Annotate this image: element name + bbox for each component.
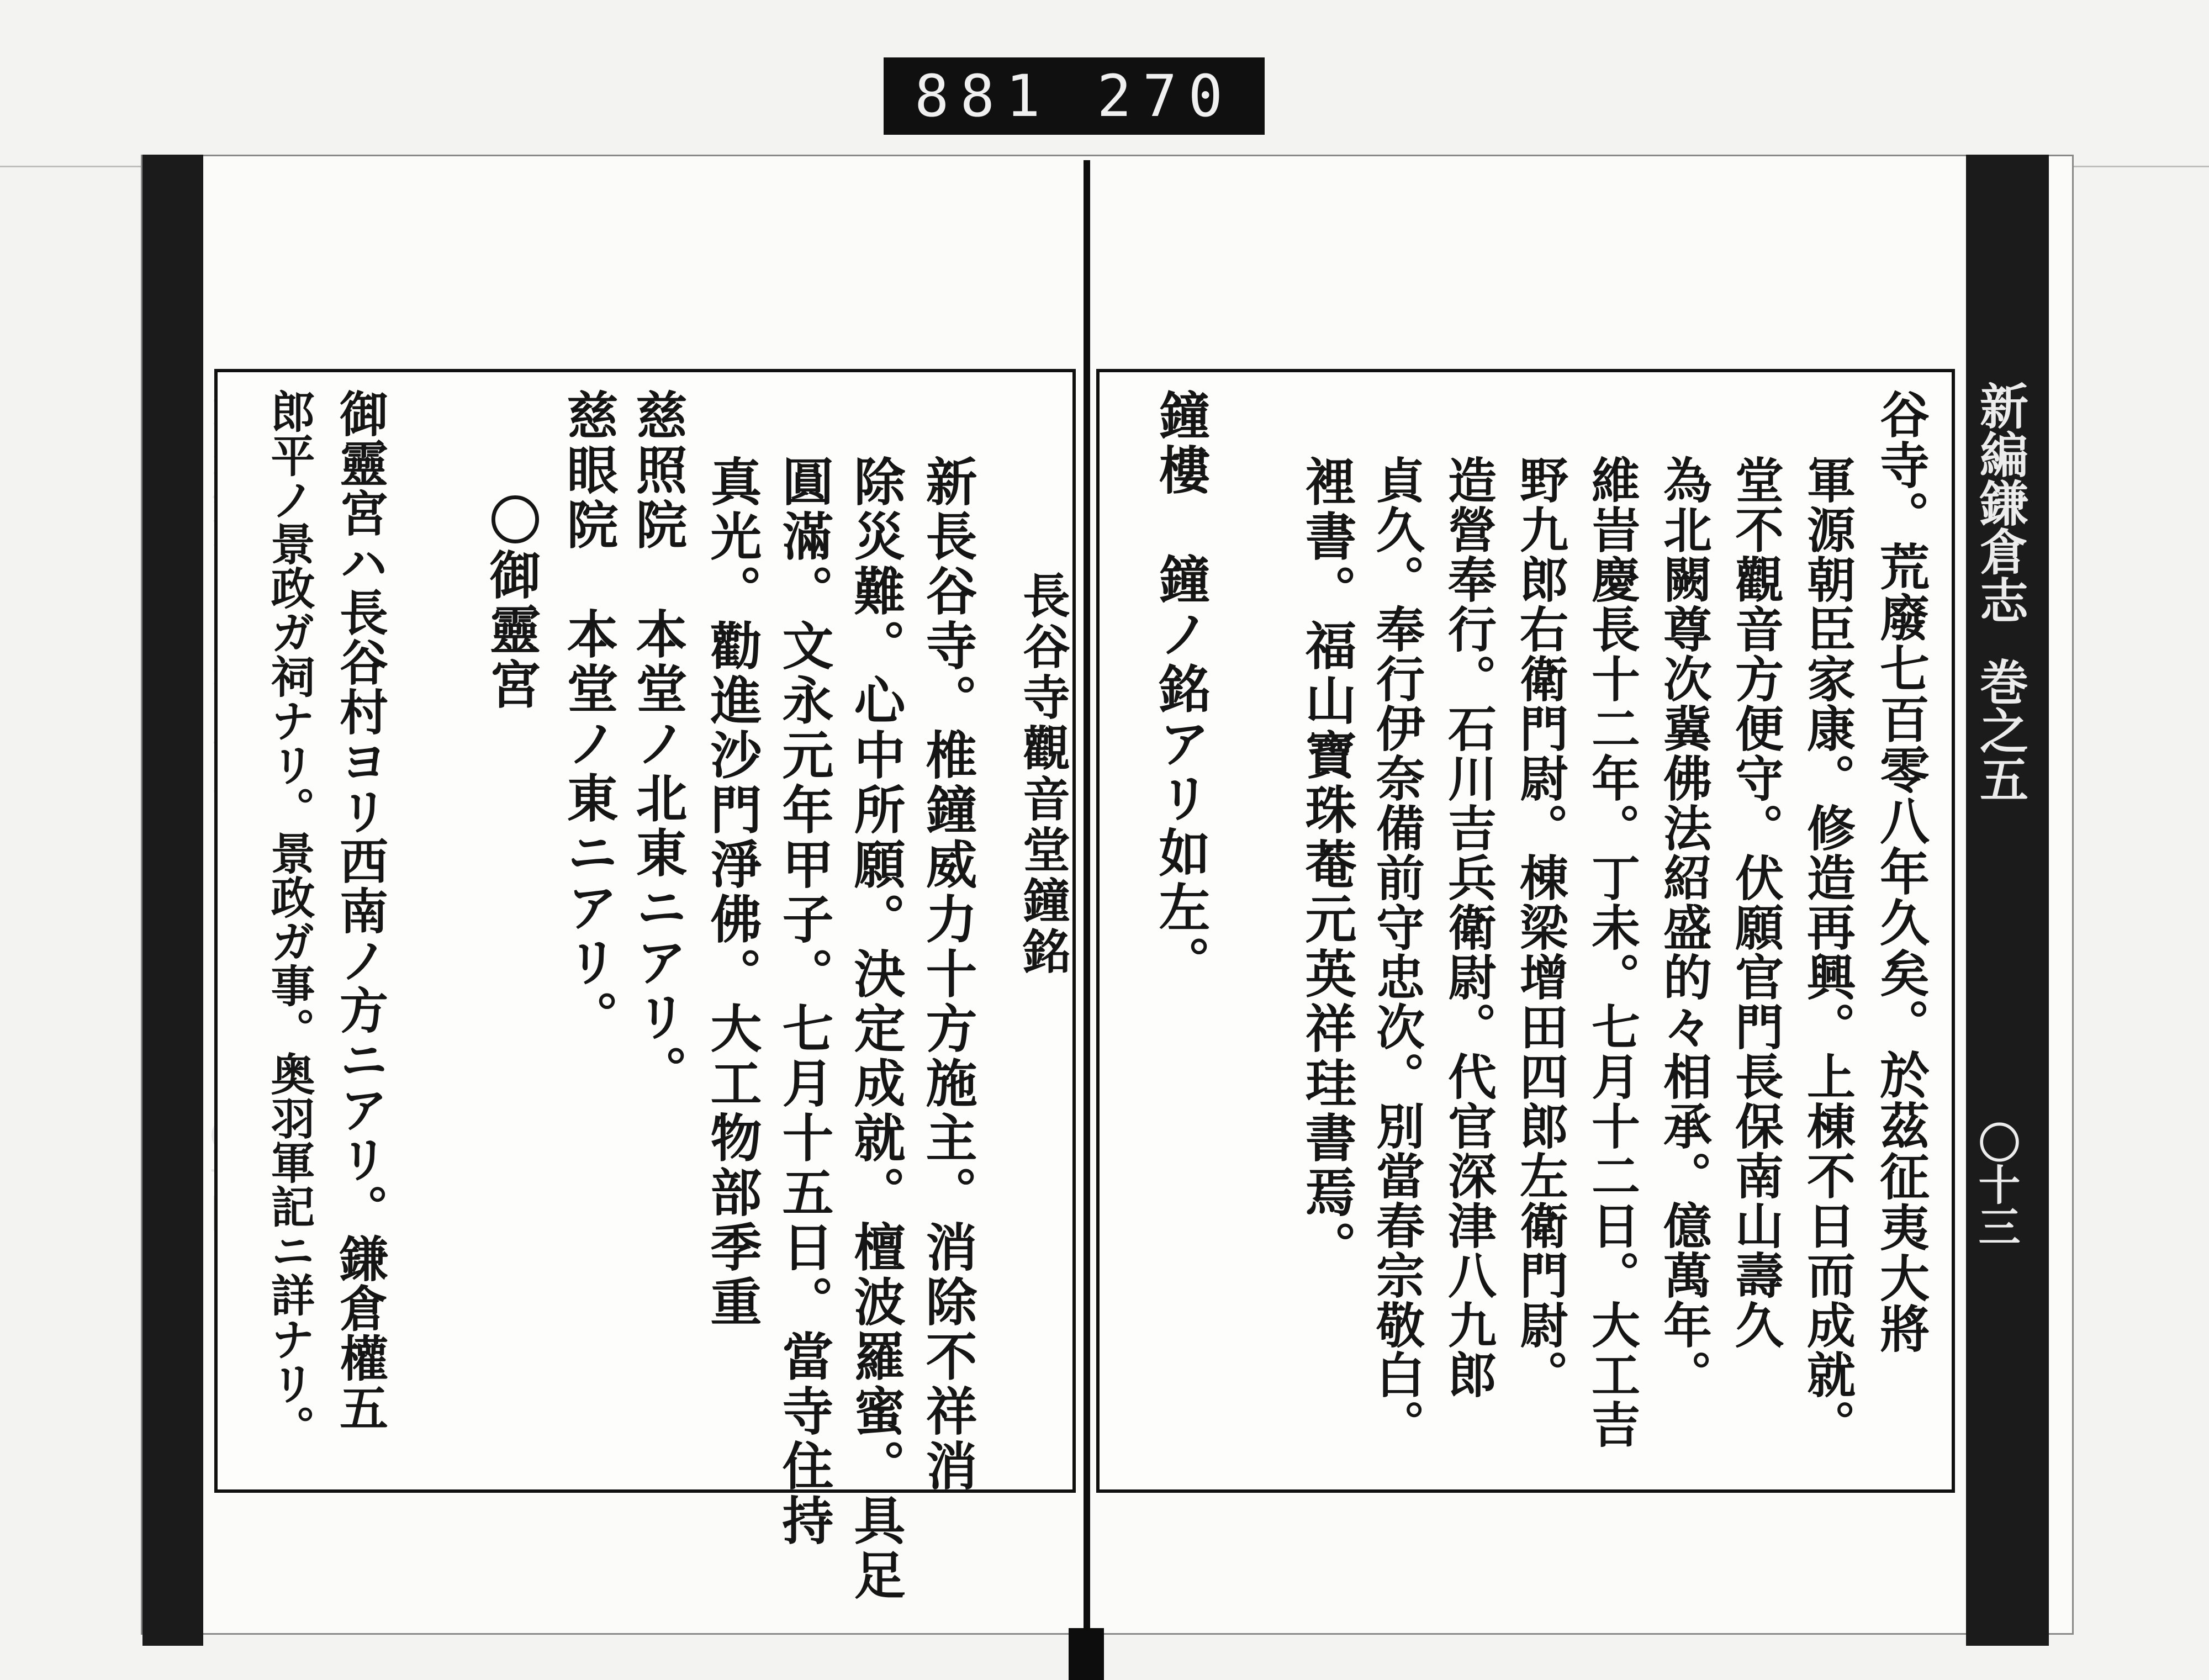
section-heading: 〇御靈宮	[481, 494, 541, 712]
text-column: 長谷寺觀音堂鐘銘	[1014, 571, 1070, 978]
text-column: 軍源朝臣家康。修造再興。上棟不日而成就。	[1799, 455, 1857, 1449]
left-page	[214, 369, 1076, 1603]
text-column: 維旹慶長十二年。丁未。七月十二日。大工吉	[1584, 455, 1641, 1449]
left-book-edge	[142, 155, 203, 1646]
text-column: 圓滿。文永元年甲子。七月十五日。當寺住持	[774, 455, 834, 1549]
right-margin-title: 新編鎌倉志	[1972, 381, 2030, 624]
text-column: 新長谷寺。椎鐘威力十方施主。消除不祥消	[917, 455, 977, 1494]
binding-tab	[1069, 1628, 1104, 1680]
book-gutter	[1084, 160, 1090, 1679]
text-column: 慈眼院 本堂ノ東ニアリ。	[558, 389, 619, 1045]
text-column: 除災難。心中所願。決定成就。檀波羅蜜。具足	[845, 455, 906, 1603]
text-column: 郎平ノ景政ガ祠ナリ。景政ガ事。奥羽軍記ニ詳ナリ。	[263, 389, 315, 1449]
text-column: 谷寺。荒廢七百零八年久矣。於茲征夷大將	[1871, 389, 1930, 1354]
text-column: 鐘樓 鐘ノ銘アリ如左。	[1150, 389, 1211, 990]
text-column: 為北闕尊次冀佛法紹盛的々相承。億萬年。	[1656, 455, 1713, 1399]
right-margin-volume: 巻之五	[1972, 657, 2030, 803]
microfilm-frame-number: 881 270	[884, 57, 1265, 135]
text-column: 野九郎右衛門尉。棟梁增田四郎左衛門尉。	[1512, 455, 1569, 1399]
text-column: 真光。勸進沙門淨佛。大工物部季重	[702, 455, 762, 1330]
text-column: 造營奉行。石川吉兵衛尉。代官深津八九郎	[1440, 455, 1498, 1399]
text-column: 堂不觀音方便守。伏願官門長保南山壽久	[1727, 455, 1785, 1350]
text-column: 裡書。福山寶珠菴元英祥珪書焉。	[1297, 455, 1357, 1275]
text-column: 御靈宮ハ長谷村ヨリ西南ノ方ニアリ。鎌倉權五	[332, 389, 389, 1433]
text-column: 慈照院 本堂ノ北東ニアリ。	[627, 389, 688, 1100]
right-book-edge	[1966, 155, 2049, 1646]
right-page	[1096, 369, 1955, 1493]
text-column: 貞久。奉行伊奈備前守忠次。別當春宗敬白。	[1368, 455, 1426, 1449]
right-margin-folio: 〇十三	[1972, 1121, 2021, 1247]
